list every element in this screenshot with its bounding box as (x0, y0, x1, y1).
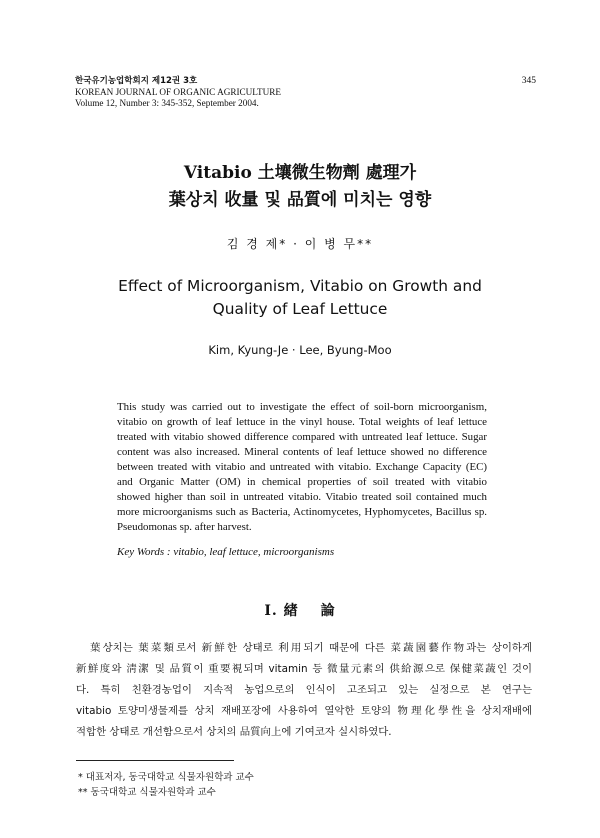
page-number: 345 (521, 76, 536, 86)
abstract-line: vitabio on growth of leaf lettuce in the vinyl house. Total weights of leaf lettuce (117, 416, 487, 428)
journal-name-korean: 한국유기농업학회지 제12권 3호 (75, 76, 198, 86)
section-number: Ⅰ. 緖 (264, 603, 299, 619)
abstract-line: between treated with vitabio and untreated with vitabio. Exchange Capacity (EC) (117, 461, 487, 473)
abstract-line: This study was carried out to investigate the effect of soil-born microorganism, (117, 401, 487, 413)
abstract-line: treated with vitabio showed difference compared with untreated leaf lettuce. Sugar (117, 431, 487, 443)
body-line: vitabio 토양미생물제를 상치 재배포장에 사용하여 열악한 토양의 物理化學性을 상치재배에 (76, 705, 532, 717)
footnote-corresponding-author: * 대표저자, 동국대학교 식물자원학과 교수 (78, 772, 254, 783)
abstract (117, 400, 487, 535)
title-korean-line-2: 葉상치 收量 및 品質에 미치는 영향 (168, 190, 432, 210)
footnotes (78, 770, 254, 800)
abstract-line: more microorganisms such as Bacteria, Actinomycetes, Hyphomycetes, Bacillus sp. (117, 506, 487, 518)
title-english-line-2: Quality of Leaf Lettuce (212, 300, 388, 318)
body-line: 적합한 상태로 개선함으로서 상치의 品質向上에 기여코자 실시하였다. (76, 726, 392, 738)
footnote-divider (76, 760, 234, 761)
abstract-line: content was also increased. Mineral contents of leaf lettuce showed no difference (117, 446, 487, 458)
title-korean-line-1: Vitabio 土壤微生物劑 處理가 (183, 163, 417, 183)
journal-header (75, 76, 535, 109)
authors-korean: 김 경 제* · 이 병 무** (226, 237, 374, 251)
journal-name-english: KOREAN JOURNAL OF ORGANIC AGRICULTURE (75, 87, 282, 97)
body-line: 新鮮度와 淸潔 및 品質이 重要視되며 vitamin 등 微量元素의 供給源으로 保健菜蔬인 것이 (76, 663, 532, 675)
body-line: 다. 특히 친환경농업이 지속적 농업으로의 인식이 고조되고 있는 실정으로 본 연구는 (76, 684, 532, 696)
footnote-coauthor: ** 동국대학교 식물자원학과 교수 (78, 787, 216, 798)
section-heading (0, 600, 600, 620)
section-title-word: 論 (320, 603, 336, 619)
authors-english: Kim, Kyung-Je · Lee, Byung-Moo (208, 343, 392, 357)
title-english-line-1: Effect of Microorganism, Vitabio on Growth and (118, 277, 482, 295)
abstract-line: showed higher than soil in untreated vitabio. Vitabio treated soil contained much (117, 491, 487, 503)
body-line: 葉상치는 葉菜類로서 新鮮한 상태로 利用되기 때문에 다른 菜蔬園藝作物과는 상이하게 (90, 642, 532, 654)
abstract-line: Pseudomonas sp. after harvest. (117, 521, 252, 533)
keywords: Key Words : vitabio, leaf lettuce, microorganisms (117, 546, 335, 558)
introduction-paragraph (76, 638, 532, 743)
abstract-line: and Organic Matter (OM) in chemical properties of soil treated with vitabio (117, 476, 487, 488)
journal-volume: Volume 12, Number 3: 345-352, September 2004. (75, 98, 259, 108)
